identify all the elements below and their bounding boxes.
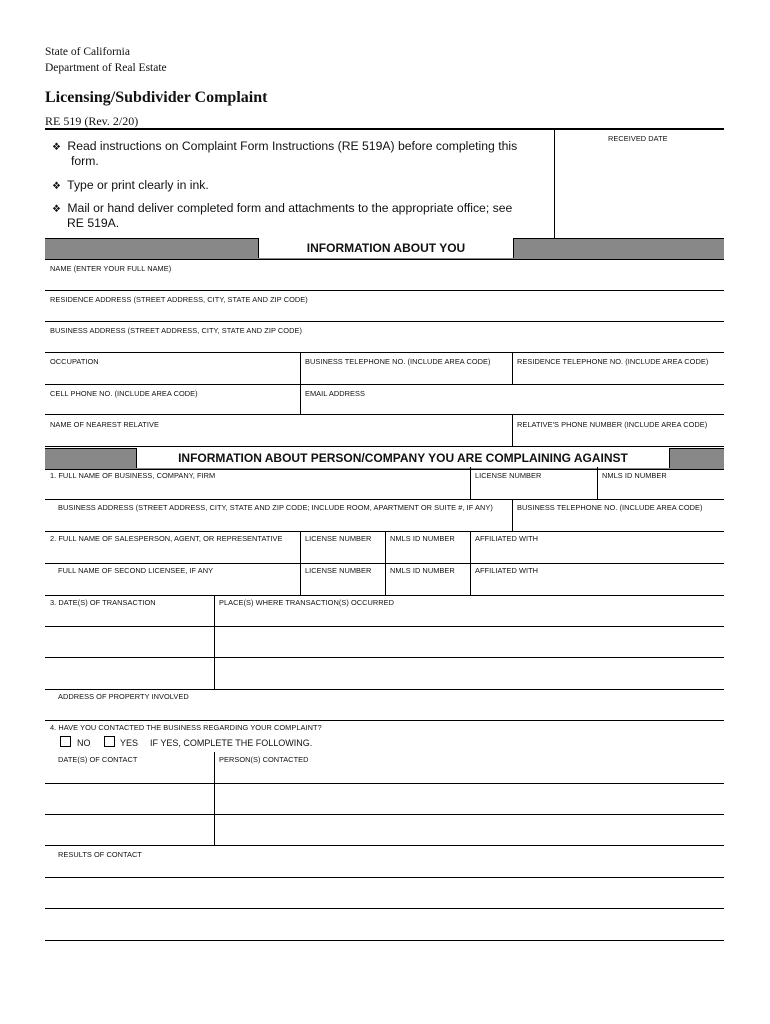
form-title: Licensing/Subdivider Complaint <box>45 89 268 106</box>
field-divider <box>300 352 301 384</box>
occupation-phone-field[interactable] <box>45 384 724 385</box>
contact-dates-label: DATE(S) OF CONTACT <box>58 755 138 764</box>
salesperson-label: 2. FULL NAME OF SALESPERSON, AGENT, OR REPRESENTATIVE <box>50 534 283 543</box>
occupation-label: OCCUPATION <box>50 357 99 366</box>
field-divider <box>512 499 513 531</box>
contact-row[interactable] <box>45 783 724 784</box>
complaint-business-phone-label: BUSINESS TELEPHONE NO. (INCLUDE AREA CODE) <box>517 503 703 512</box>
field-divider <box>512 414 513 446</box>
license-number-label: LICENSE NUMBER <box>475 471 542 480</box>
diamond-bullet-icon: ❖ <box>52 181 61 192</box>
relative-field[interactable] <box>45 446 724 447</box>
contacted-question-label: 4. HAVE YOU CONTACTED THE BUSINESS REGARDING YOUR COMPLAINT? <box>50 723 322 732</box>
instruction-item: ❖ Mail or hand deliver completed form and attachments to the appropriate office; see <box>52 201 513 215</box>
contact-row[interactable] <box>45 845 724 846</box>
results-label: RESULTS OF CONTACT <box>58 850 142 859</box>
property-address-label: ADDRESS OF PROPERTY INVOLVED <box>58 692 189 701</box>
field-divider <box>214 595 215 689</box>
relative-name-label: NAME OF NEAREST RELATIVE <box>50 420 159 429</box>
header-rule <box>45 128 724 130</box>
field-divider <box>300 531 301 563</box>
residence-address-field[interactable] <box>45 321 724 322</box>
section-title-complaint: INFORMATION ABOUT PERSON/COMPANY YOU ARE COMPLAINING AGAINST <box>136 448 670 468</box>
transaction-row[interactable] <box>45 657 724 658</box>
received-date-divider <box>554 130 555 238</box>
salesperson-affiliated-label: AFFILIATED WITH <box>475 534 539 543</box>
results-line[interactable] <box>45 877 724 878</box>
business-address-field[interactable] <box>45 352 724 353</box>
instruction-item-continued: RE 519A. <box>67 216 120 230</box>
residence-phone-label: RESIDENCE TELEPHONE NO. (INCLUDE AREA CODE) <box>517 357 709 366</box>
name-label: NAME (ENTER YOUR FULL NAME) <box>50 264 172 273</box>
yes-label: YES <box>120 738 139 748</box>
second-licensee-label: FULL NAME OF SECOND LICENSEE, IF ANY <box>58 566 214 575</box>
field-divider <box>470 531 471 563</box>
if-yes-instruction: IF YES, COMPLETE THE FOLLOWING. <box>150 738 313 748</box>
field-divider <box>597 467 598 499</box>
business-name-field[interactable] <box>45 499 724 500</box>
instruction-item: ❖ Read instructions on Complaint Form Instructions (RE 519A) before completing this <box>52 139 518 153</box>
field-divider <box>470 467 471 499</box>
complaint-business-address-label: BUSINESS ADDRESS (STREET ADDRESS, CITY, STATE AND ZIP CODE; INCLUDE ROOM, APARTMENT OR SUITE #, IF ANY) <box>58 503 493 512</box>
relative-phone-label: RELATIVE'S PHONE NUMBER (INCLUDE AREA CODE) <box>517 420 708 429</box>
contact-row[interactable] <box>45 814 724 815</box>
department-name: Department of Real Estate <box>45 62 167 74</box>
second-nmls-label: NMLS ID NUMBER <box>390 566 455 575</box>
field-divider <box>512 352 513 384</box>
cell-phone-label: CELL PHONE NO. (INCLUDE AREA CODE) <box>50 389 198 398</box>
field-divider <box>300 563 301 595</box>
results-line[interactable] <box>45 908 724 909</box>
field-divider <box>300 384 301 414</box>
diamond-bullet-icon: ❖ <box>52 142 61 153</box>
business-name-label: 1. FULL NAME OF BUSINESS, COMPANY, FIRM <box>50 471 216 480</box>
diamond-bullet-icon: ❖ <box>52 204 61 215</box>
residence-address-label: RESIDENCE ADDRESS (STREET ADDRESS, CITY, STATE AND ZIP CODE) <box>50 295 308 304</box>
field-divider <box>214 752 215 845</box>
salesperson-license-label: LICENSE NUMBER <box>305 534 372 543</box>
no-checkbox[interactable] <box>60 736 71 747</box>
instruction-item-continued: form. <box>71 154 99 168</box>
name-field[interactable] <box>45 290 724 291</box>
email-label: EMAIL ADDRESS <box>305 389 365 398</box>
received-date-label: RECEIVED DATE <box>608 134 668 143</box>
persons-contacted-label: PERSON(S) CONTACTED <box>219 755 309 764</box>
property-address-field[interactable] <box>45 720 724 721</box>
state-name: State of California <box>45 46 130 58</box>
yes-checkbox[interactable] <box>104 736 115 747</box>
transaction-places-label: PLACE(S) WHERE TRANSACTION(S) OCCURRED <box>219 598 395 607</box>
second-affiliated-label: AFFILIATED WITH <box>475 566 539 575</box>
field-divider <box>385 531 386 563</box>
transaction-row[interactable] <box>45 626 724 627</box>
field-divider <box>470 563 471 595</box>
business-address-label: BUSINESS ADDRESS (STREET ADDRESS, CITY, STATE AND ZIP CODE) <box>50 326 302 335</box>
field-divider <box>385 563 386 595</box>
business-phone-label: BUSINESS TELEPHONE NO. (INCLUDE AREA CODE) <box>305 357 491 366</box>
form-number: RE 519 (Rev. 2/20) <box>45 114 139 128</box>
cell-email-field[interactable] <box>45 414 724 415</box>
transaction-dates-label: 3. DATE(S) OF TRANSACTION <box>50 598 156 607</box>
results-line[interactable] <box>45 940 724 941</box>
second-license-label: LICENSE NUMBER <box>305 566 372 575</box>
nmls-id-label: NMLS ID NUMBER <box>602 471 667 480</box>
instruction-item: ❖ Type or print clearly in ink. <box>52 178 209 192</box>
transaction-row[interactable] <box>45 689 724 690</box>
salesperson-nmls-label: NMLS ID NUMBER <box>390 534 455 543</box>
section-title-you: INFORMATION ABOUT YOU <box>258 238 514 258</box>
no-label: NO <box>77 738 91 748</box>
second-licensee-field[interactable] <box>45 595 724 596</box>
